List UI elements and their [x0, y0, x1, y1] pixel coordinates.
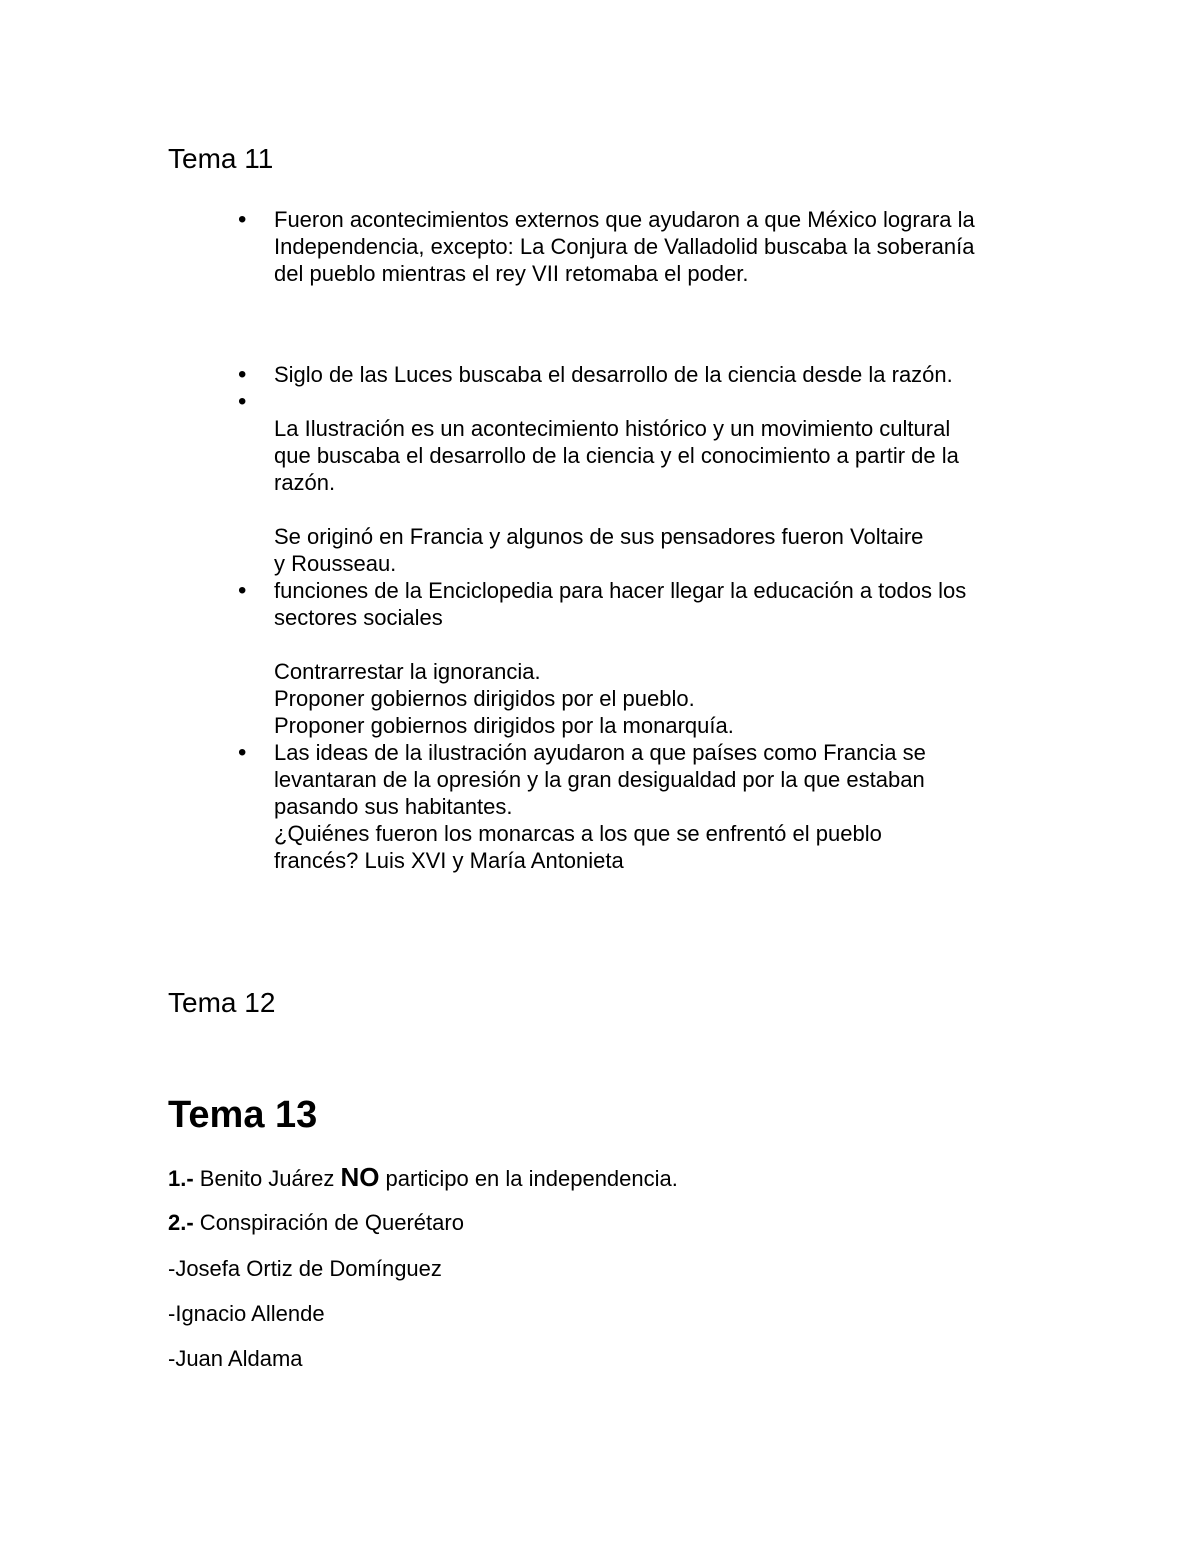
list-item-line: razón.	[274, 470, 336, 495]
blank-line	[274, 496, 1054, 523]
list-item-line: Las ideas de la ilustración ayudaron a que países como Francia se	[274, 740, 926, 765]
list-item	[274, 577, 1054, 739]
list-item-line: que buscaba el desarrollo de la ciencia y el conocimiento a partir de la	[274, 443, 959, 468]
bullet-icon: •	[238, 361, 247, 388]
list-item-line: funciones de la Enciclopedia para hacer llegar la educación a todos los	[274, 578, 967, 603]
list-item	[274, 206, 1054, 287]
list-item	[274, 361, 1054, 388]
list-item-line: Proponer gobiernos dirigidos por el pueblo.	[274, 686, 695, 711]
list-item-line: Siglo de las Luces buscaba el desarrollo de la ciencia desde la razón.	[274, 362, 953, 387]
list-item-line: sectores sociales	[274, 605, 443, 630]
blank-line	[274, 631, 1054, 658]
tema-13-heading: Tema 13	[168, 1094, 318, 1136]
list-item-line: Independencia, excepto: La Conjura de Valladolid buscaba la soberanía	[274, 234, 975, 259]
question-number: 1.-	[168, 1166, 194, 1191]
question-number: 2.-	[168, 1210, 194, 1235]
question-text: participo en la independencia.	[379, 1166, 678, 1191]
list-item-line: La Ilustración es un acontecimiento histórico y un movimiento cultural	[274, 416, 951, 441]
list-item-line: levantaran de la opresión y la gran desigualdad por la que estaban	[274, 767, 925, 792]
list-item-line: Se originó en Francia y algunos de sus pensadores fueron Voltaire	[274, 524, 924, 549]
list-item-line: del pueblo mientras el rey VII retomaba el poder.	[274, 261, 749, 286]
question-1	[168, 1163, 678, 1193]
conspirator-name: -Josefa Ortiz de Domínguez	[168, 1256, 442, 1281]
emphasis-word: NO	[340, 1162, 380, 1192]
question-text: Benito Juárez	[193, 1166, 341, 1191]
list-item-line: Contrarrestar la ignorancia.	[274, 659, 541, 684]
bullet-icon: •	[238, 388, 247, 415]
bullet-icon: •	[238, 577, 247, 604]
question-text: Conspiración de Querétaro	[193, 1210, 464, 1235]
list-item-line: francés? Luis XVI y María Antonieta	[274, 848, 624, 873]
bullet-icon: •	[238, 739, 247, 766]
list-item-line: ¿Quiénes fueron los monarcas a los que se enfrentó el pueblo	[274, 821, 882, 846]
tema-11-heading: Tema 11	[168, 143, 274, 174]
list-item	[274, 415, 1054, 577]
list-item-line: pasando sus habitantes.	[274, 794, 513, 819]
bullet-icon: •	[238, 206, 247, 233]
list-item-line: Fueron acontecimientos externos que ayudaron a que México lograra la	[274, 207, 975, 232]
tema-12-heading: Tema 12	[168, 987, 276, 1018]
list-item-line: y Rousseau.	[274, 551, 397, 576]
list-item	[274, 739, 1054, 874]
list-item-line: Proponer gobiernos dirigidos por la monarquía.	[274, 713, 734, 738]
conspirator-name: -Ignacio Allende	[168, 1301, 325, 1326]
conspirator-name: -Juan Aldama	[168, 1346, 303, 1371]
question-2	[168, 1209, 464, 1237]
